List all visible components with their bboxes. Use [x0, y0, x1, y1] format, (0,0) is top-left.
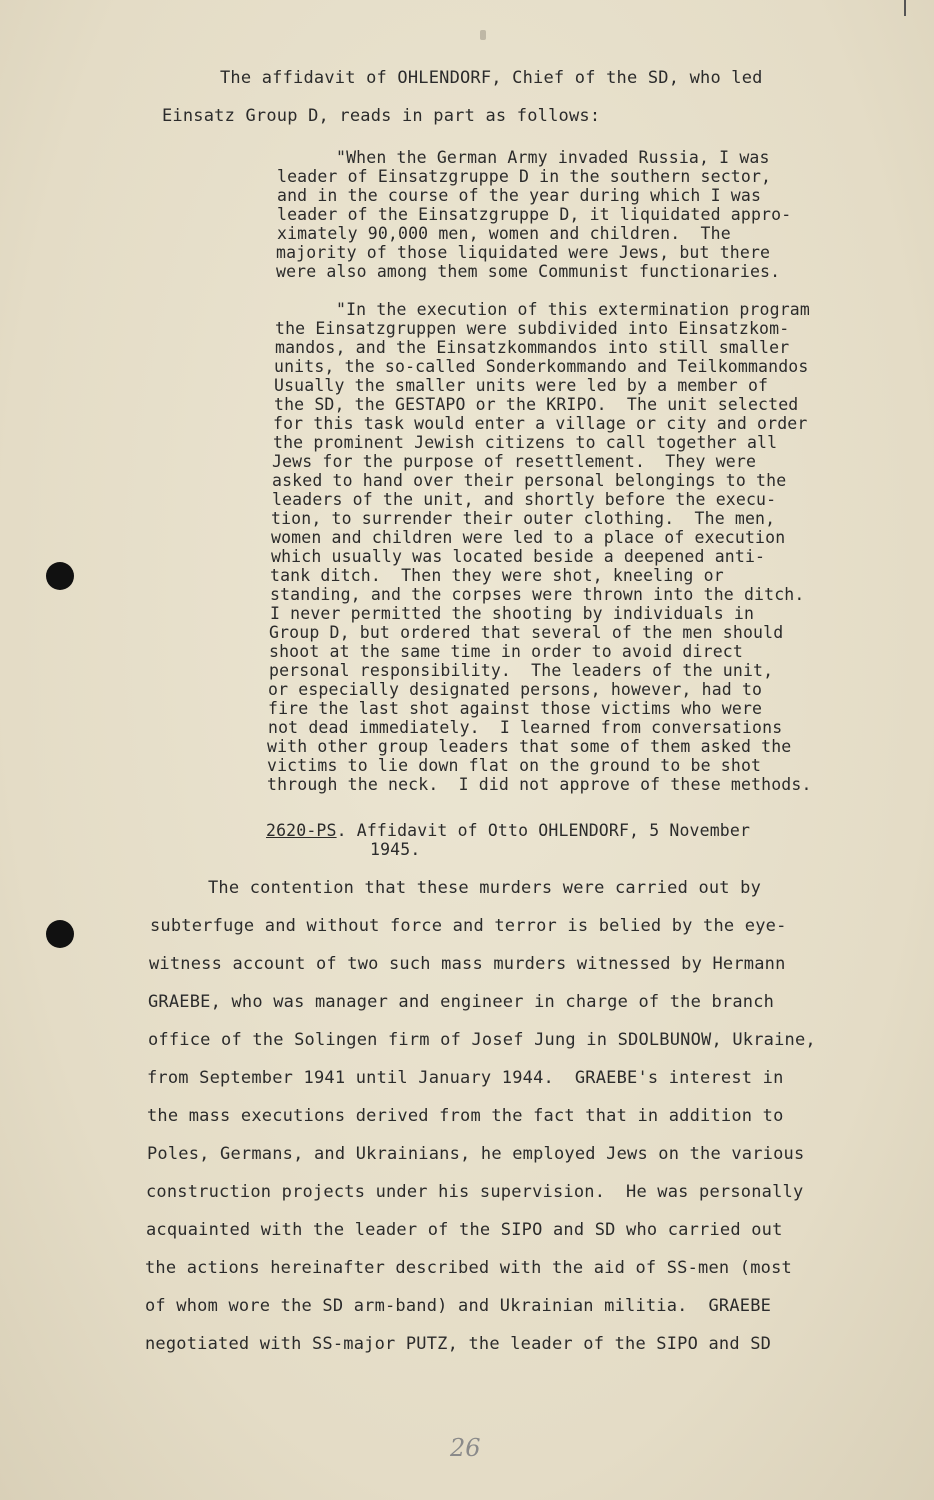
quote2-line: not dead immediately. I learned from conversations — [268, 718, 783, 737]
quote2-line: with other group leaders that some of them asked the — [267, 737, 792, 756]
body-line: The contention that these murders were carried out by — [208, 878, 762, 898]
intro-line-1: The affidavit of OHLENDORF, Chief of the SD, who led — [220, 68, 763, 88]
body-line: acquainted with the leader of the SIPO and SD who carried out — [146, 1220, 783, 1240]
quote2-line: for this task would enter a village or city and order — [273, 414, 808, 433]
quote2-line: units, the so-called Sonderkommando and Teilkommandos — [274, 357, 809, 376]
quote1-line: and in the course of the year during which I was — [277, 186, 762, 205]
quote1-line: ximately 90,000 men, women and children. The — [277, 224, 731, 243]
quote2-line: tion, to surrender their outer clothing. The men, — [271, 509, 776, 528]
body-line: witness account of two such mass murders witnessed by Hermann — [149, 954, 786, 974]
citation-document-number: 2620-PS — [266, 821, 337, 840]
intro-line-2: Einsatz Group D, reads in part as follows: — [162, 106, 601, 126]
quote2-line: the Einsatzgruppen were subdivided into Einsatzkom- — [275, 319, 790, 338]
body-line: construction projects under his supervision. He was personally — [146, 1182, 804, 1202]
page-number: 26 — [450, 1434, 481, 1462]
quote2-line: asked to hand over their personal belongings to the — [272, 471, 787, 490]
quote1-line: were also among them some Communist functionaries. — [276, 262, 781, 281]
quote2-line: or especially designated persons, however, had to — [268, 680, 763, 699]
quote2-line: through the neck. I did not approve of these methods. — [267, 775, 812, 794]
quote2-line: tank ditch. Then they were shot, kneeling or — [270, 566, 724, 585]
quote2-line: Jews for the purpose of resettlement. They were — [272, 452, 757, 471]
punch-hole-bottom — [46, 920, 74, 948]
edge-mark — [904, 0, 906, 16]
quote2-line: Usually the smaller units were led by a member of — [274, 376, 769, 395]
body-line: negotiated with SS-major PUTZ, the leader of the SIPO and SD — [145, 1334, 772, 1354]
quote1-line: leader of Einsatzgruppe D in the southern sector, — [277, 167, 772, 186]
body-line: from September 1941 until January 1944. GRAEBE's interest in — [147, 1068, 784, 1088]
body-line: the mass executions derived from the fact that in addition to — [147, 1106, 784, 1126]
quote2-line: Group D, but ordered that several of the men should — [269, 623, 784, 642]
quote2-line: mandos, and the Einsatzkommandos into still smaller — [275, 338, 790, 357]
body-line: office of the Solingen firm of Josef Jung in SDOLBUNOW, Ukraine, — [148, 1030, 816, 1050]
body-line: subterfuge and without force and terror is belied by the eye- — [150, 916, 787, 936]
quote1-line: "When the German Army invaded Russia, I was — [336, 148, 770, 167]
body-line: of whom wore the SD arm-band) and Ukrainian militia. GRAEBE — [145, 1296, 772, 1316]
quote2-line: "In the execution of this extermination program — [336, 300, 810, 319]
body-line: Poles, Germans, and Ukrainians, he employed Jews on the various — [147, 1144, 805, 1164]
citation-text: . Affidavit of Otto OHLENDORF, 5 November — [336, 821, 751, 840]
quote2-line: fire the last shot against those victims who were — [268, 699, 763, 718]
citation-line-2: 1945. — [370, 840, 421, 859]
quote1-line: majority of those liquidated were Jews, but there — [276, 243, 771, 262]
quote2-line: leaders of the unit, and shortly before the execu- — [272, 490, 777, 509]
quote2-line: personal responsibility. The leaders of the unit, — [269, 661, 774, 680]
punch-hole-top — [46, 562, 74, 590]
quote2-line: shoot at the same time in order to avoid direct — [269, 642, 743, 661]
quote2-line: the SD, the GESTAPO or the KRIPO. The unit selected — [274, 395, 799, 414]
body-line: GRAEBE, who was manager and engineer in charge of the branch — [148, 992, 775, 1012]
quote2-line: the prominent Jewish citizens to call together all — [273, 433, 778, 452]
body-line: the actions hereinafter described with the aid of SS-men (most — [145, 1258, 792, 1278]
quote2-line: standing, and the corpses were thrown into the ditch. — [270, 585, 805, 604]
quote2-line: which usually was located beside a deepened anti- — [271, 547, 766, 566]
quote2-line: women and children were led to a place of execution — [271, 528, 786, 547]
quote2-line: I never permitted the shooting by individuals in — [270, 604, 755, 623]
quote1-line: leader of the Einsatzgruppe D, it liquidated appro- — [277, 205, 792, 224]
citation-line-1 — [266, 821, 750, 840]
paper-spot — [480, 30, 486, 40]
quote2-line: victims to lie down flat on the ground to be shot — [267, 756, 762, 775]
